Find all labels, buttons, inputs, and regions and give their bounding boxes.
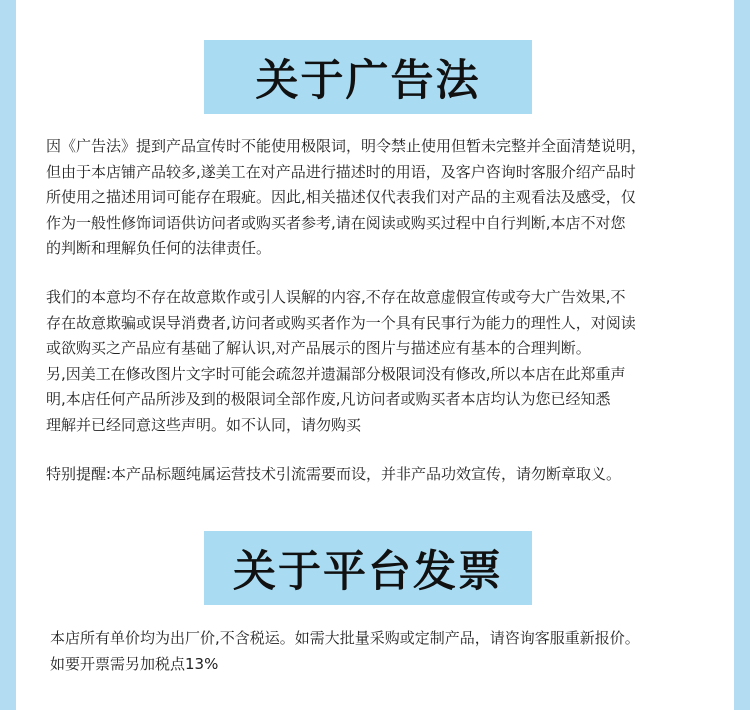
text-line: 理解并已经同意这些声明。如不认同，请勿购买 xyxy=(46,415,362,434)
text-line: 的判断和理解负任何的法律责任。 xyxy=(46,239,272,257)
text-line: 或欲购买之产品应有基础了解认识,对产品展示的图片与描述应有基本的合理判断。 xyxy=(46,339,591,357)
text-line: 存在故意欺骗或误导消费者,访问者或购买者作为一个具有民事行为能力的理性人，对阅读 xyxy=(46,313,636,332)
text-line: 但由于本店铺产品较多,遂美工在对产品进行描述时的用语，及客户咨询时客服介绍产品时 xyxy=(46,162,636,181)
text-line: 因《广告法》提到产品宣传时不能使用极限词，明令禁止使用但暂未完整并全面清楚说明， xyxy=(46,137,647,155)
text-line: 本店所有单价均为出厂价,不含税运。如需大批量采购或定制产品，请咨询客服重新报价。 xyxy=(50,629,640,647)
text-line: 另,因美工在修改图片文字时可能会疏忽并遗漏部分极限词没有修改,所以本店在此郑重声 xyxy=(46,364,626,383)
text-line: 明,本店任何产品所涉及到的极限词全部作废,凡访问者或购买者本店均认为您已经知悉 xyxy=(46,390,611,408)
text-line: 如要开票需另加税点13% xyxy=(50,654,219,673)
ad-law-paragraph-2 xyxy=(46,285,722,438)
special-reminder xyxy=(46,462,722,488)
section-title-ad-law: 关于广告法 xyxy=(204,40,532,114)
text-line: 特别提醒:本产品标题纯属运营技术引流需要而设，并非产品功效宣传，请勿断章取义。 xyxy=(46,465,622,483)
text-line: 所使用之描述用词可能存在瑕疵。因此,相关描述仅代表我们对产品的主观看法及感受，仅 xyxy=(46,188,636,206)
section-title-invoice: 关于平台发票 xyxy=(204,531,532,605)
invoice-paragraph xyxy=(50,626,726,677)
text-line: 我们的本意均不存在故意欺作或引人误解的内容,不存在故意虚假宣传或夸大广告效果,不 xyxy=(46,288,626,306)
text-line: 作为一般性修饰词语供访问者或购买者参考,请在阅读或购买过程中自行判断,本店不对您 xyxy=(46,213,626,232)
ad-law-paragraph-1 xyxy=(46,134,722,262)
